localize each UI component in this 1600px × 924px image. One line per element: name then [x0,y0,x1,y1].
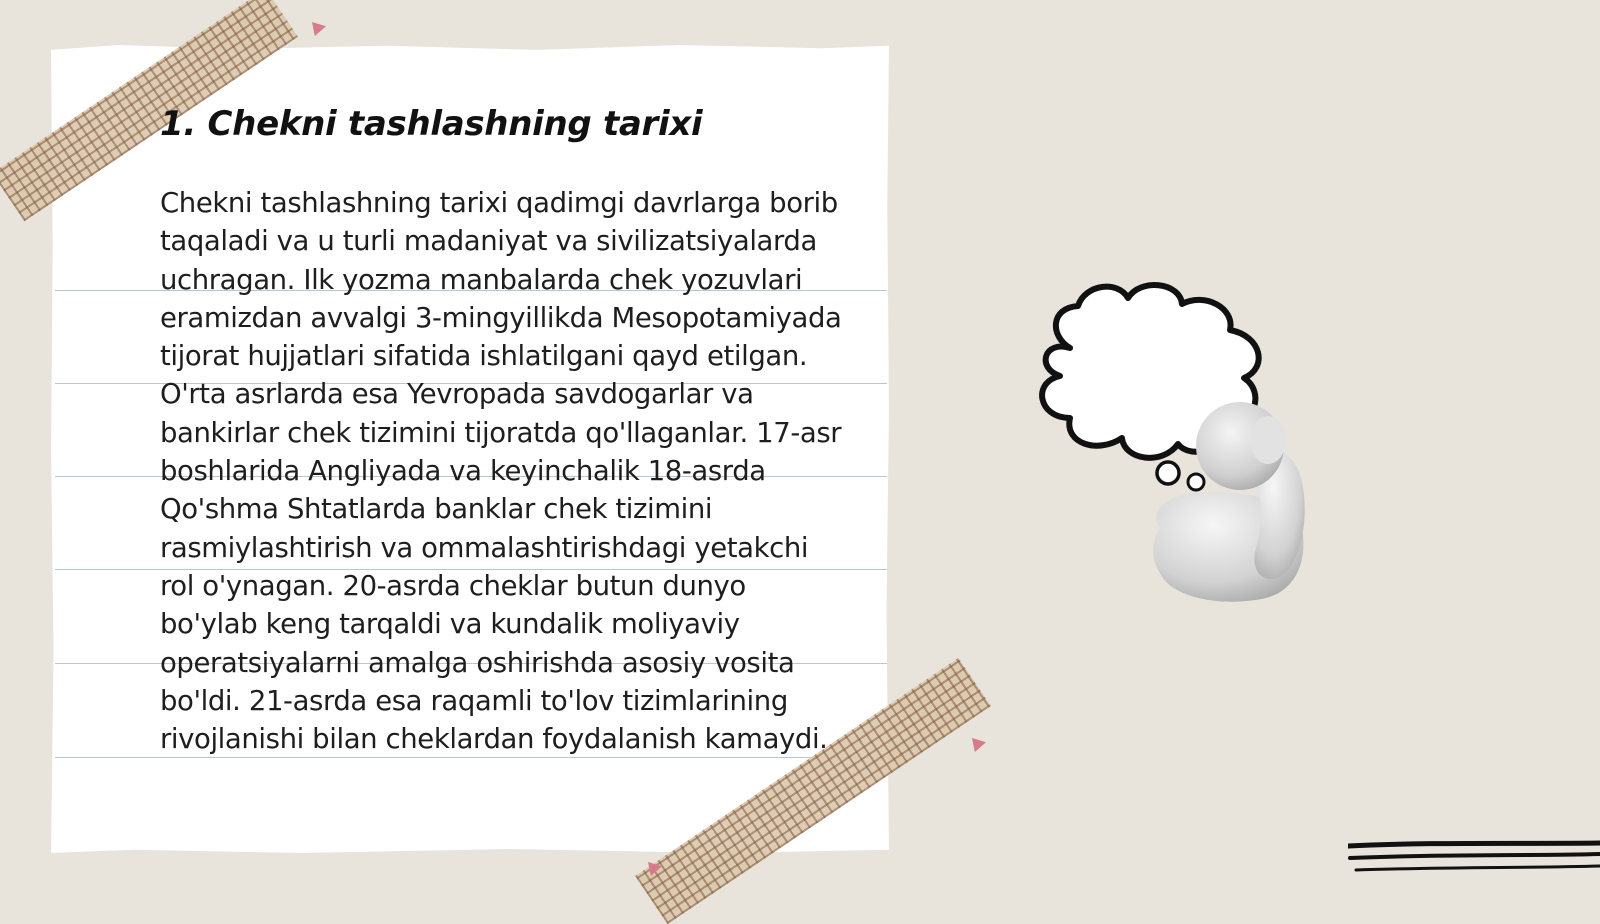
scribble-lines-icon [1348,840,1600,890]
slide-title: 1. Chekni tashlashning tarixi [160,104,703,144]
tape-corner-icon [312,22,326,36]
tape-corner-icon [972,738,986,752]
slide-body-text: Chekni tashlashning tarixi qadimgi davrlarga borib taqaladi va u turli madaniyat va sivilizatsiyalarda uchragan. Ilk yozma manbalarda chek yozuvlari eramizdan avvalgi 3-mingyillikda Mesopotamiyada tijorat hujjatlari sifatida ishlatilgani qayd etilgan. O'rta asrlarda esa Yevropada savdogarlar va bankirlar chek tizimini tijoratda qo'llaganlar. 17-asr boshlarida Angliyada va keyinchalik 18-asrda Qo'shma Shtatlarda banklar chek tizimini rasmiylashtirish va ommalashtirishdagi yetakchi rol o'ynagan. 20-asrda cheklar butun dunyo bo'ylab keng tarqaldi va kundalik moliyaviy operatsiyalarni amalga oshirishda asosiy vosita bo'ldi. 21-asrda esa raqamli to'lov tizimlarining rivojlanishi bilan cheklardan foydalanish kamaydi. [160,187,842,756]
thinking-person-icon [1030,278,1350,618]
